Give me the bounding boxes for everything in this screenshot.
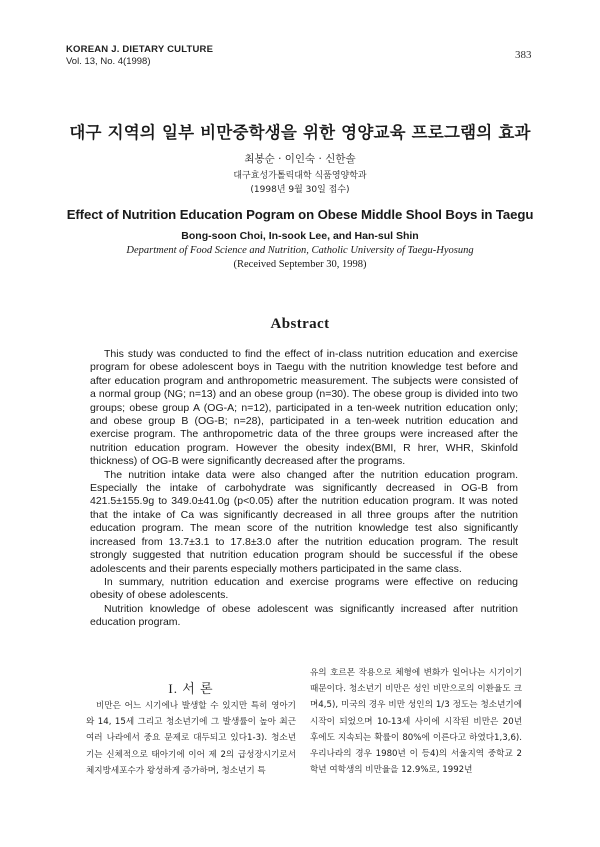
journal-volume: Vol. 13, No. 4(1998) [66,56,151,67]
section-heading: I. 서 론 [168,681,214,696]
body-column-right [310,665,522,778]
korean-affiliation: 대구효성가톨릭대학 식품영양학과 [233,171,367,181]
abstract-heading: Abstract [270,316,330,332]
abstract-paragraph: The nutrition intake data were also changed after the nutrition education program. Especially the intake of carbohydrate was significantly decreased in OG-B from 421.5±155.9g to 349.0±41.0g (p<0.05) after the nutrition education program. It was noted that the intake of Ca was significantly decreased in all three groups after the nutrition education program. The mean score of the nutrition knowledge test also significantly increased from 13.7±3.1 to 17.8±3.0 after the nutrition education program. The result strongly suggested that nutrition education program should be successful if the obese adolescents and their parents especially mothers participated in the same class. [90,468,518,575]
journal-header [66,44,213,68]
english-title: Effect of Nutrition Education Pogram on Obese Middle Shool Boys in Taegu [66,207,534,222]
body-column-left [86,698,296,779]
korean-authors: 최봉순 · 이인숙 · 신한솔 [244,153,356,165]
abstract-body [90,348,518,630]
body-paragraph: 유의 호르몬 작용으로 체형에 변화가 일어나는 시기이기 때문이다. 청소년기 비만은 성인 비만으로의 이환율도 크며4,5), 미국의 경우 비만 성인의 1/3 정도는 청소년기에 시작이 되었으며 10-13세 사이에 시작된 비만은 20년 후에도 지속되는 확률이 80%에 이른다고 하였다1,3,6). 우리나라의 경우 1980년 이 등4)의 서울지역 중학교 2학년 여학생의 비만율을 12.9%로, 1992년 [310,668,522,776]
abstract-paragraph: Nutrition knowledge of obese adolescent was significantly increased after nutrition education program. [90,602,518,629]
korean-received-date: (1998년 9월 30일 접수) [250,185,350,195]
body-paragraph: 비만은 어느 시기에나 발생할 수 있지만 특히 영아기와 14, 15세 그리고 청소년기에 그 발생률이 높아 최근 여러 나라에서 중요 문제로 대두되고 있다1-3). 청소년기는 신체적으로 태아기에 이어 제 2의 급성장시기로서 체지방세포수가 왕성하게 증가하며, 청소년기 특 [86,701,296,776]
korean-title: 대구 지역의 일부 비만중학생을 위한 영양교육 프로그램의 효과 [69,123,531,142]
page-number: 383 [515,49,532,61]
english-received-date: (Received September 30, 1998) [233,259,367,270]
english-affiliation: Department of Food Science and Nutrition, Catholic University of Taegu-Hyosung [126,245,474,256]
abstract-paragraph: In summary, nutrition education and exercise programs were effective on reducing obesity of obese adolescents. [90,575,518,602]
abstract-paragraph: This study was conducted to find the effect of in-class nutrition education and exercise program for obese adolescent boys in Taegu with the nutrition knowledge test before and after education program and anthropometric measurement. The subjects were consisted of a normal group (NG; n=13) and an obese group (n=30). The obese group is divided into two groups; obese group A (OG-A; n=12), participated in a ten-week nutrition education only; and obese group B (OG-B; n=28), participated in a ten-week nutrition education and exercise program. The anthropometric data of the three groups were increased after the nutrition education program. However the obesity index(BMI, R hrer, WHR, Skinfold thickness) of OG-B were significantly decreased after the programs. [90,348,518,468]
journal-name: KOREAN J. DIETARY CULTURE [66,44,214,55]
english-authors: Bong-soon Choi, In-sook Lee, and Han-sul Shin [181,230,419,242]
